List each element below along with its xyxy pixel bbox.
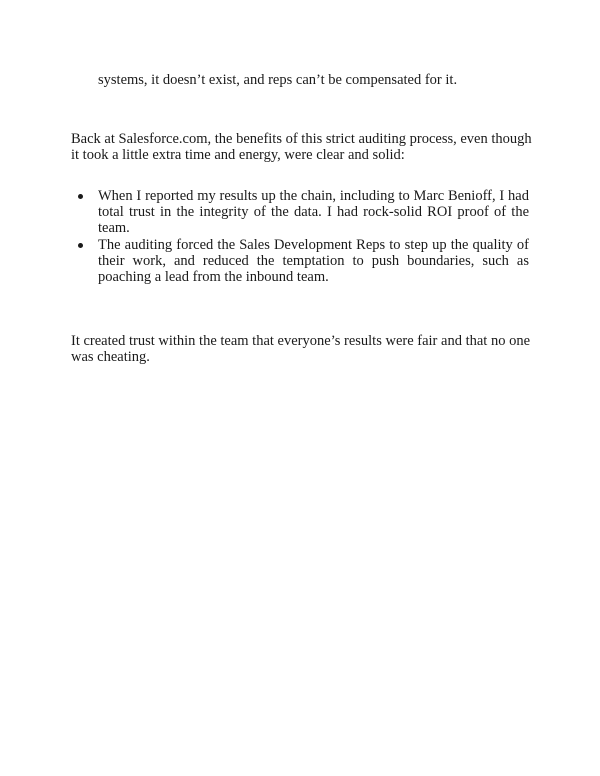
text-line: it took a little extra time and energy, were clear and solid: <box>71 147 405 164</box>
bullet-icon <box>78 194 83 199</box>
text-line: team. <box>98 220 130 237</box>
text-line: When I reported my results up the chain, including to Marc Benioff, I had <box>98 188 529 204</box>
text-line: Back at Salesforce.com, the benefits of this strict auditing process, even though <box>71 131 532 147</box>
text-line: their work, and reduced the temptation to push boundaries, such as <box>98 252 529 269</box>
text-line: poaching a lead from the inbound team. <box>98 269 329 286</box>
continuation-paragraph <box>98 72 538 88</box>
text-line: systems, it doesn’t exist, and reps can’t be compensated for it. <box>98 72 458 88</box>
text-line: total trust in the integrity of the data. I had rock-solid ROI proof of the <box>98 204 529 221</box>
text-line: The auditing forced the Sales Development Reps to step up the quality of <box>98 236 529 253</box>
bullet-list <box>98 188 529 285</box>
text-line: was cheating. <box>71 349 150 366</box>
bullet-icon <box>78 243 83 248</box>
list-item <box>98 188 529 237</box>
text-line: It created trust within the team that everyone’s results were fair and that no one <box>71 333 531 349</box>
conclusion-paragraph <box>71 333 529 365</box>
list-item <box>98 237 529 286</box>
intro-paragraph <box>71 131 532 164</box>
